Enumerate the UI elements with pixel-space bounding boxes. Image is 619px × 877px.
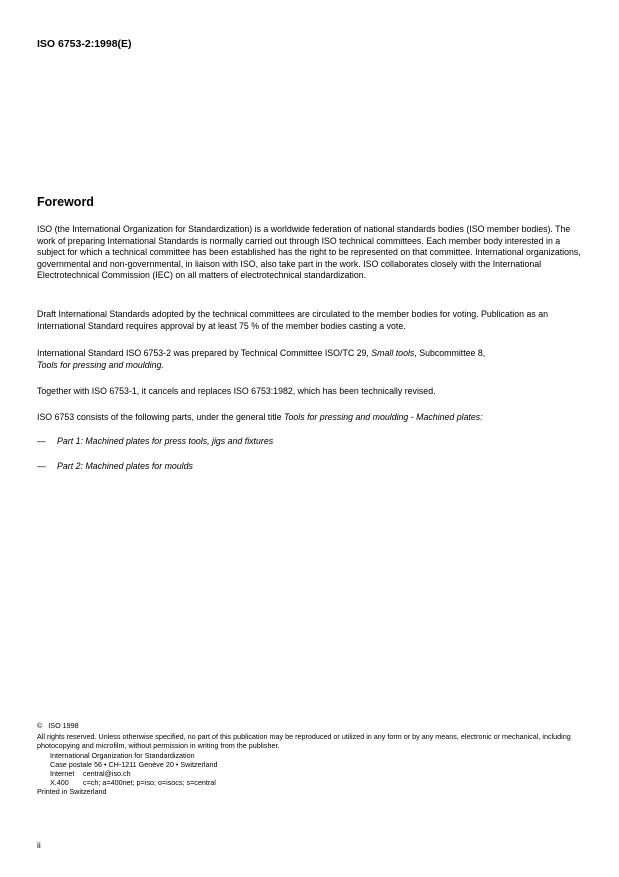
x400-line	[37, 778, 583, 787]
p5-text-a: ISO 6753 consists of the following parts, under the general title	[37, 412, 284, 422]
org-name: International Organization for Standardization	[50, 750, 195, 760]
foreword-paragraph-2: Draft International Standards adopted by the technical committees are circulated to the member bodies for voting. Publication as an International Standard requires approval by at least 75 % of the member bodies casting a vote.	[37, 309, 548, 331]
internet-value: central@iso.ch	[83, 769, 131, 779]
part-list-item	[37, 436, 273, 448]
foreword-paragraph-3	[37, 348, 583, 371]
x400-value: c=ch; a=400net; p=iso; o=isocs; s=central	[83, 778, 216, 788]
p5-general-title: Tools for pressing and moulding - Machined plates:	[283, 412, 483, 422]
list-dash: —	[37, 461, 46, 471]
p3-small-tools: Small tools	[371, 348, 415, 358]
copyright-block	[37, 721, 583, 797]
list-dash: —	[37, 436, 46, 446]
part-list-item	[37, 461, 193, 473]
printed-in: Printed in Switzerland	[37, 787, 107, 797]
p3-tools-title: Tools for pressing and moulding.	[37, 359, 164, 370]
x400-label: X.400	[50, 778, 69, 788]
part-2-title: Part 2: Machined plates for moulds	[57, 461, 193, 471]
internet-line	[37, 769, 583, 778]
foreword-paragraph-4: Together with ISO 6753-1, it cancels and replaces ISO 6753:1982, which has been technically revised.	[37, 386, 436, 396]
part-1-title: Part 1: Machined plates for press tools, jigs and fixtures	[57, 436, 274, 446]
document-header: ISO 6753-2:1998(E)	[37, 38, 132, 50]
foreword-paragraph-1: ISO (the International Organization for Standardization) is a worldwide federation of national standards bodies (ISO member bodies). The work of preparing International Standards is normally carried out through ISO technical committees. Each member body interested in a subject for which a technical committee has been established has the right to be represented on that committee. International organizations, governmental and non-governmental, in liaison with ISO, also take part in the work. ISO collaborates closely with the International Electrotechnical Commission (IEC) on all matters of electrotechnical standardization.	[37, 224, 581, 281]
copyright-line	[37, 721, 583, 730]
copyright-symbol: ©	[37, 721, 43, 730]
copyright-year: ISO 1998	[48, 721, 79, 730]
internet-label: Internet	[50, 769, 75, 779]
org-address: Case postale 56 • CH-1211 Genève 20 • Switzerland	[50, 759, 218, 769]
foreword-title: Foreword	[37, 195, 94, 209]
rights-notice: All rights reserved. Unless otherwise specified, no part of this publication may be reproduced or utilized in any form or by any means, electronic or mechanical, including photocopying and microfilm, without permission in writing from the publisher.	[37, 732, 571, 751]
p3-text-c: , Subcommittee 8,	[414, 348, 486, 358]
p3-text-a: International Standard ISO 6753-2 was prepared by Technical Committee ISO/TC 29,	[37, 348, 372, 358]
foreword-paragraph-5	[37, 412, 583, 424]
page-number: ii	[37, 840, 41, 850]
